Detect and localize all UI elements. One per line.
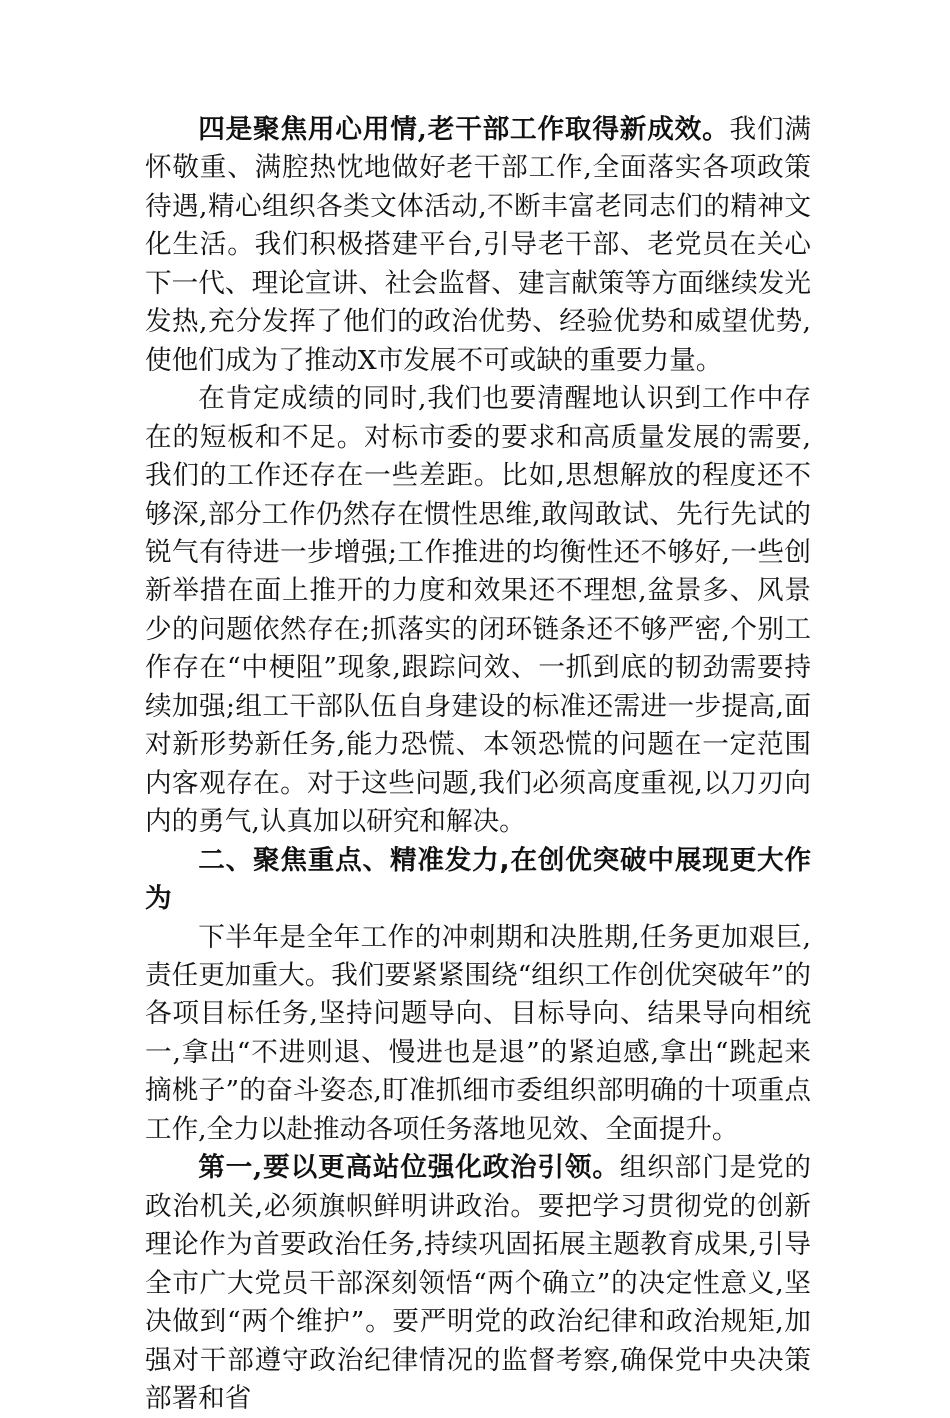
paragraph-political-guidance (145, 1149, 811, 1418)
paragraph-text: 组织部门是党的政治机关,必须旗帜鲜明讲政治。要把学习贯彻党的创新理论作为首要政治任务,持续巩固拓展主题教育成果,引导全市广大党员干部深刻领悟“两个确立”的决定性意义,坚决做到“两个维护”。要严明党的政治纪律和政治规矩,加强对干部遵守政治纪律情况的监督考察,确保党中央决策部署和省 (145, 1152, 811, 1414)
paragraph-lead: 第一,要以更高站位强化政治引领。 (198, 1152, 620, 1184)
paragraph-old-cadres (145, 111, 811, 380)
section-heading: 二、聚焦重点、精准发力,在创优突破中展现更大作为 (145, 844, 811, 915)
paragraph-shortcomings: 在肯定成绩的同时,我们也要清醒地认识到工作中存在的短板和不足。对标市委的要求和高质量发展的需要,我们的工作还存在一些差距。比如,思想解放的程度还不够深,部分工作仍然存在惯性思维,敢闯敢试、先行先试的锐气有待进一步增强;工作推进的均衡性还不够好,一些创新举措在面上推开的力度和效果还不理想,盆景多、风景少的问题依然存在;抓落实的闭环链条还不够严密,个别工作存在“中梗阻”现象,跟踪问效、一抓到底的韧劲需要持续加强;组工干部队伍自身建设的标准还需进一步提高,面对新形势新任务,能力恐慌、本领恐慌的问题在一定范围内客观存在。对于这些问题,我们必须高度重视,以刀刃向内的勇气,认真加以研究和解决。 (145, 383, 811, 838)
paragraph-second-half-year: 下半年是全年工作的冲刺期和决胜期,任务更加艰巨,责任更加重大。我们要紧紧围绕“组织工作创优突破年”的各项目标任务,坚持问题导向、目标导向、结果导向相统一,拿出“不进则退、慢进也是退”的紧迫感,拿出“跳起来摘桃子”的奋斗姿态,盯准抓细市委组织部明确的十项重点工作,全力以赴推动各项任务落地见效、全面提升。 (145, 921, 811, 1145)
paragraph-lead: 四是聚焦用心用情,老干部工作取得新成效。 (198, 114, 730, 145)
document-body (145, 111, 811, 1418)
paragraph-text: 我们满怀敬重、满腔热忱地做好老干部工作,全面落实各项政策待遇,精心组织各类文体活动,不断丰富老同志们的精神文化生活。我们积极搭建平台,引导老干部、老党员在关心下一代、理论宣讲、社会监督、建言献策等方面继续发光发热,充分发挥了他们的政治优势、经验优势和威望优势,使他们成为了推动X市发展不可或缺的重要力量。 (145, 114, 811, 376)
